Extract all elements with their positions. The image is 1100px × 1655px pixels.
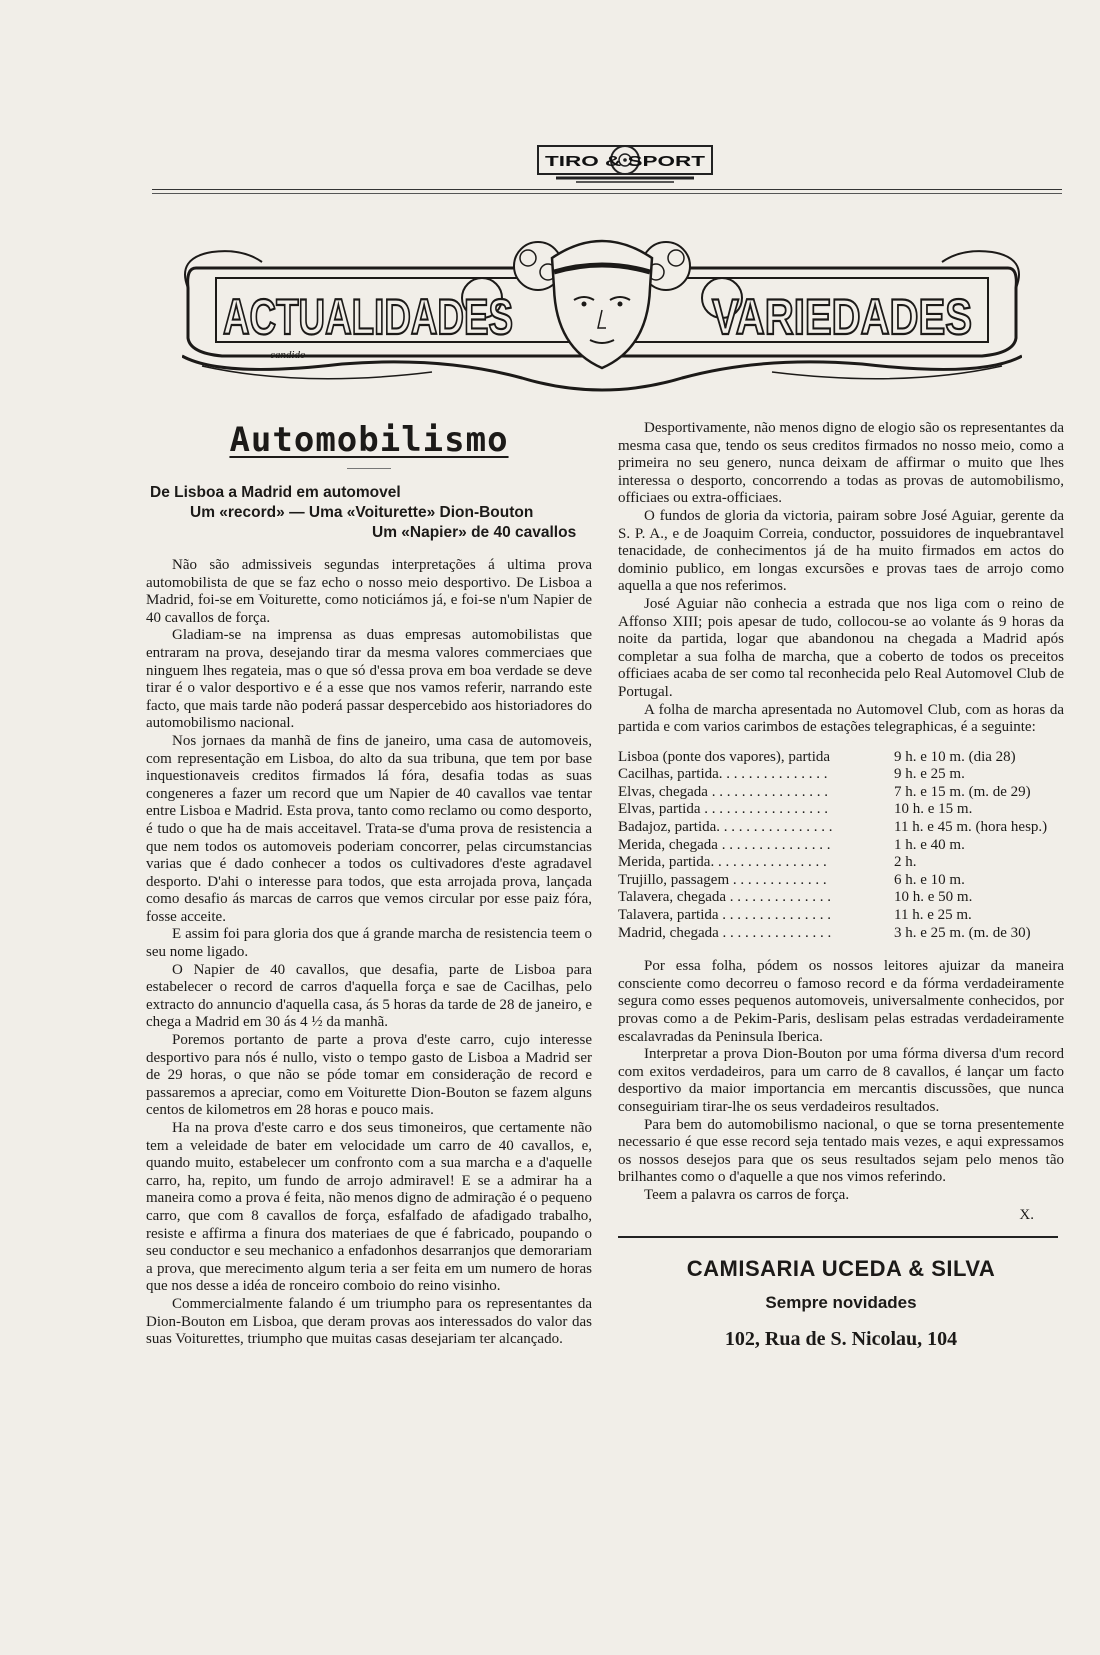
advertisement-address: 102, Rua de S. Nicolau, 104 bbox=[724, 1328, 958, 1351]
paragraph: José Aguiar não conhecia a estrada que nos liga com o reino de Affonso XIII; pois apesar de tudo, collocou-se ao volante ás 9 horas da noite da partida, logar que abandonou na chegada a Madrid após completar a sua folha de marcha, que a coberto de todos os preceitos officiaes acaba de ser como tal reconhecida pelo Real Automovel Club de Portugal. bbox=[618, 595, 1064, 700]
advertisement-tagline: Sempre novidades bbox=[765, 1292, 917, 1312]
masthead-logo bbox=[536, 138, 714, 184]
schedule-time: 11 h. e 25 m. bbox=[894, 907, 972, 924]
schedule-time: 10 h. e 50 m. bbox=[894, 889, 973, 906]
paragraph: A folha de marcha apresentada no Automovel Club, com as horas da partida e com varios carimbos de estações telegraphicas, é a seguinte: bbox=[618, 701, 1064, 736]
schedule-row bbox=[618, 854, 1064, 872]
paragraph: Poremos portanto de parte a prova d'este carro, cujo interesse desportivo para nós é nullo, visto o tempo gasto de Lisboa a Madrid ser de 29 horas, o que não se póde tomar em consideração de record e passaremos a apreciar, como em Voiturette Dion-Bouton se fazem alguns centos de kilometros em 28 horas e pouco mais. bbox=[146, 1032, 592, 1119]
headline-line-1: De Lisboa a Madrid em automovel bbox=[150, 484, 401, 501]
article-right-column bbox=[618, 420, 1064, 1349]
paragraph: E assim foi para gloria dos que á grande marcha de resistencia teem o seu nome ligado. bbox=[146, 926, 592, 961]
advertisement bbox=[618, 1256, 1064, 1351]
paragraph: Teem a palavra os carros de força. bbox=[644, 1186, 850, 1203]
banner-left-word: ACTUALIDADES bbox=[223, 289, 513, 345]
paragraph: O fundos de gloria da victoria, pairam sobre José Aguiar, gerente da S. P. A., e de Joaquim Correia, conductor, possuidores de inquebrantavel tenacidade, de conhecimentos já de ha muito firmados em actos do dominio publico, em longas excursões e provas taes de arrojo como aquella a que nos referimos. bbox=[618, 507, 1064, 595]
section-banner bbox=[182, 228, 1022, 398]
advertisement-rule bbox=[618, 1236, 1058, 1238]
route-schedule bbox=[618, 749, 1064, 943]
schedule-row bbox=[618, 766, 1064, 784]
schedule-place: Badajoz, partida. . . . . . . . . . . . . . . . bbox=[618, 819, 833, 836]
headline-line-3: Um «Napier» de 40 cavallos bbox=[372, 524, 577, 541]
banner-right-word: VARIEDADES bbox=[712, 289, 972, 345]
schedule-row bbox=[618, 925, 1064, 943]
paragraph: Não são admissiveis segundas interpretações á ultima prova automobilista de que se faz echo o nosso meio desportivo. De Lisboa a Madrid, foi-se em Voiturette, como noticiámos já, e foi-se n'um Napier de 40 cavallos de força. bbox=[146, 557, 592, 626]
schedule-row bbox=[618, 784, 1064, 802]
schedule-row bbox=[618, 819, 1064, 837]
article-headline bbox=[146, 483, 592, 543]
schedule-place: Madrid, chegada . . . . . . . . . . . . . . . bbox=[618, 924, 832, 941]
schedule-time: 10 h. e 15 m. bbox=[894, 801, 973, 818]
schedule-time: 6 h. e 10 m. bbox=[894, 871, 965, 888]
advertisement-name: CAMISARIA UCEDA & SILVA bbox=[686, 1256, 996, 1282]
paragraph: O Napier de 40 cavallos, que desafia, parte de Lisboa para estabelecer o record de carros d'aquella força e sae de Cacilhas, pelo extracto do annuncio d'aquella casa, ás 5 horas da tarde de 28 de janeiro, e chega a Madrid em 30 ás 4 ½ da manhã. bbox=[146, 961, 592, 1031]
schedule-time: 7 h. e 15 m. (m. de 29) bbox=[894, 783, 1031, 800]
paragraph: Por essa folha, pódem os nossos leitores ajuizar da maneira consciente como decorreu o famoso record e da fórma verdadeiramente segura como esses pequenos automoveis, universalmente conhecidos, por provas como a de Pekim-Paris, deslisam pelas estradas verdadeiramente escalavradas da Peninsula Iberica. bbox=[618, 958, 1064, 1045]
paragraph: Gladiam-se na imprensa as duas empresas automobilistas que entraram na prova, desejando tirar da mesma valores commerciaes que ninguem lhes regateia, mas o que só d'essa prova em boa verdade se deve tirar é o valor desportivo e é a esse que nos vamos referir, narrando este facto, que mais tarde não poderá passar despercebido aos historiadores do automobilismo nacional. bbox=[146, 627, 592, 732]
header-rule bbox=[152, 189, 1062, 190]
schedule-place: Trujillo, passagem . . . . . . . . . . . . . bbox=[618, 871, 827, 888]
title-divider bbox=[347, 468, 391, 469]
article-signature: X. bbox=[1019, 1206, 1034, 1223]
schedule-row bbox=[618, 837, 1064, 855]
banner-artist-signature: candido bbox=[270, 349, 306, 361]
headline-line-2: Um «record» — Uma «Voiturette» Dion-Bouton bbox=[190, 504, 534, 521]
paragraph: Interpretar a prova Dion-Bouton por uma fórma diversa d'um record com exitos verdadeiros, para um carro de 8 cavallos, é lançar um facto desportivo da maior importancia em mercantis discussões, que nunca conseguiriam tirar-lhe os seus verdadeiros resultados. bbox=[618, 1046, 1064, 1115]
schedule-time: 1 h. e 40 m. bbox=[894, 836, 965, 853]
schedule-place: Elvas, chegada . . . . . . . . . . . . . . . . bbox=[618, 783, 828, 800]
schedule-place: Talavera, partida . . . . . . . . . . . . . . . bbox=[618, 907, 832, 924]
masthead-text: TIRO & SPORT bbox=[545, 153, 705, 170]
schedule-time: 2 h. bbox=[894, 854, 917, 871]
paragraph: Nos jornaes da manhã de fins de janeiro, uma casa de automoveis, com representação em Lisboa, do alto da sua tribuna, que tem por base inquestionaveis creditos firmados lá fóra, desafia todas as suas congeneres a fazer um record que um Napier de 40 cavallos vae tentar entre Lisboa e Madrid. Esta prova, tanto como reclamo ou como desporto, é tudo o que ha de mais acceitavel. Trata-se d'uma prova de resistencia a que nem todos os automoveis poderiam concorrer, pelas circumstancias varias que é dado conhecer a todos os cultivadores d'este agradavel desporto. D'ahi o interesse para todos, que esta arrojada prova, lançada como desafio ás marcas de carros que vemos circular por esse paiz fóra, fosse acceite. bbox=[146, 732, 592, 925]
schedule-place: Cacilhas, partida. . . . . . . . . . . . . . . bbox=[618, 766, 828, 783]
schedule-place: Lisboa (ponte dos vapores), partida bbox=[618, 748, 831, 765]
header-rule-thin bbox=[152, 193, 1062, 194]
schedule-time: 11 h. e 45 m. (hora hesp.) bbox=[894, 819, 1048, 836]
schedule-row bbox=[618, 907, 1064, 925]
schedule-row bbox=[618, 889, 1064, 907]
schedule-place: Elvas, partida . . . . . . . . . . . . . . . . . bbox=[618, 801, 828, 818]
schedule-time: 9 h. e 10 m. (dia 28) bbox=[894, 748, 1016, 765]
schedule-time: 3 h. e 25 m. (m. de 30) bbox=[894, 924, 1031, 941]
schedule-row bbox=[618, 801, 1064, 819]
schedule-time: 9 h. e 25 m. bbox=[894, 766, 965, 783]
article-title: Automobilismo bbox=[229, 420, 509, 460]
paragraph: Commercialmente falando é um triumpho para os representantes da Dion-Bouton em Lisboa, que deram provas aos interessados do valor das suas Voiturettes, triumpho que muitas casas desejariam ter alcançado. bbox=[146, 1295, 592, 1348]
paragraph: Desportivamente, não menos digno de elogio são os representantes da mesma casa que, tendo os seus creditos firmados no nosso meio, como a primeira no seu genero, nunca deixam de affirmar o muito que lhes interessa o desporto, concorrendo a todas as provas de automobilismo, officiaes ou extra-officiaes. bbox=[618, 420, 1064, 507]
article-left-column bbox=[146, 420, 592, 1349]
schedule-place: Talavera, chegada . . . . . . . . . . . . . . bbox=[618, 889, 832, 906]
schedule-place: Merida, chegada . . . . . . . . . . . . . . . bbox=[618, 836, 831, 853]
paragraph: Para bem do automobilismo nacional, o que se torna presentemente necessario é que esse record seja tentado mais vezes, e aqui expressamos os nossos desejos para que os seus resultados sejam pelo menos tão brilhantes como o d'aquelle a que nos vimos referindo. bbox=[618, 1116, 1064, 1186]
schedule-place: Merida, partida. . . . . . . . . . . . . . . . bbox=[618, 854, 827, 871]
paragraph: Ha na prova d'este carro e dos seus timoneiros, que certamente não tem a veleidade de bater em velocidade um carro de 40 cavallos, e, quando muito, estabelecer um confronto com a sua marcha e a d'aquelle carro, ha, repito, um fundo de arrojo admiravel! E se a admirar ha a maneira como a prova é feita, não menos digno de admiração é o pequeno carro, que com 8 cavallos de força, esfalfado de afadigado trabalho, resiste e affirma a finura dos materiaes de que é fabricado, poupando o seu conductor e seu mechanico a enfadonhos desarranjos que demorariam a prova, que merecimento algum teria a ser feita em um numero de horas que nos desse a idéa de ronceiro comboio do reino visinho. bbox=[146, 1120, 592, 1295]
schedule-row bbox=[618, 872, 1064, 890]
schedule-row bbox=[618, 749, 1064, 767]
